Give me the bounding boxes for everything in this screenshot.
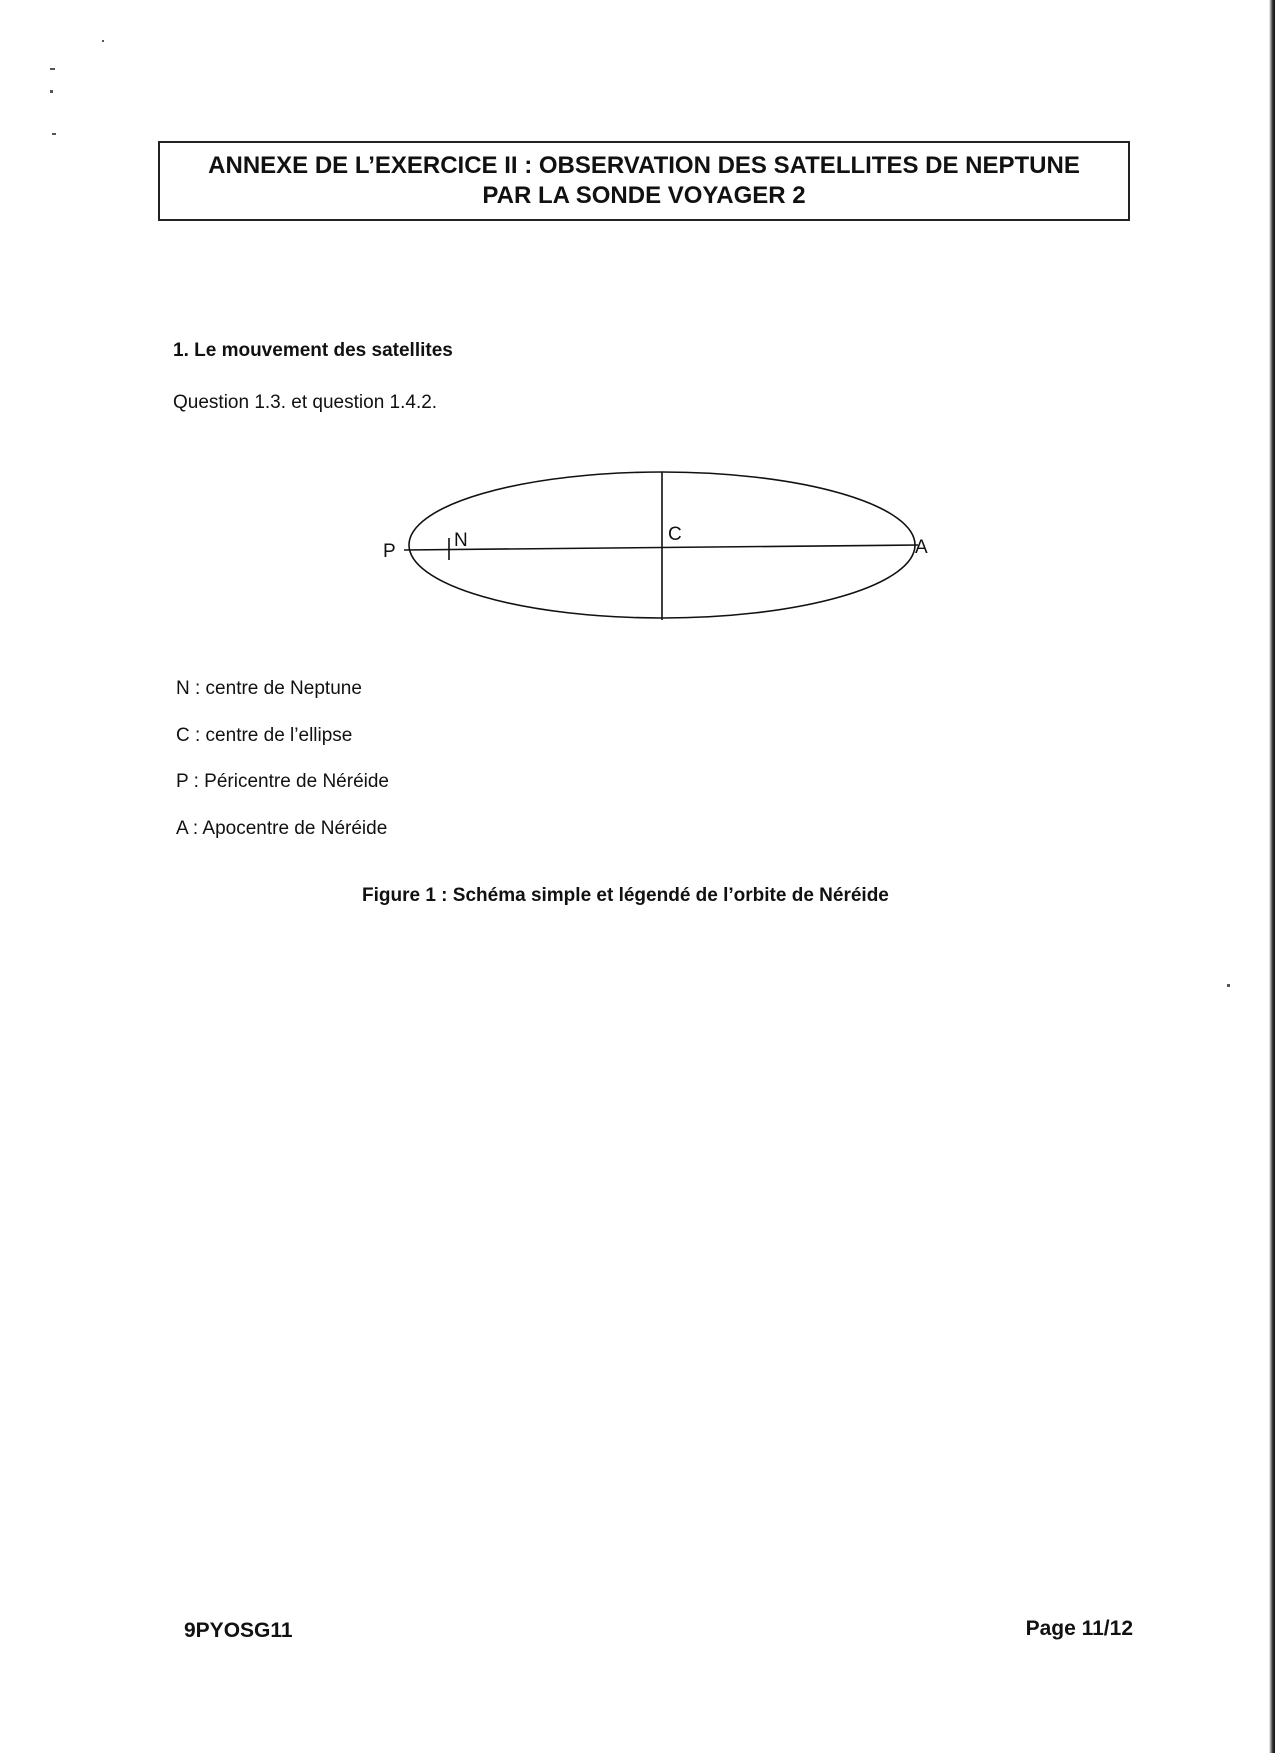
scan-speck <box>50 68 55 70</box>
section-heading: 1. Le mouvement des satellites <box>173 340 453 361</box>
orbit-diagram <box>370 460 950 640</box>
scan-speck <box>50 90 53 93</box>
label-a: A <box>915 537 928 558</box>
annex-title-line-2: PAR LA SONDE VOYAGER 2 <box>482 182 806 209</box>
scan-speck <box>1227 984 1230 987</box>
scan-speck <box>102 40 104 42</box>
figure-caption: Figure 1 : Schéma simple et légendé de l’orbite de Néréide <box>362 885 889 906</box>
legend-item-c: C : centre de l’ellipse <box>176 725 353 746</box>
annex-title-box <box>158 141 1130 221</box>
label-c: C <box>668 524 682 545</box>
page-number: Page 11/12 <box>1025 1617 1133 1640</box>
major-axis <box>404 545 918 550</box>
legend-item-a: A : Apocentre de Néréide <box>176 818 388 839</box>
legend-item-p: P : Péricentre de Néréide <box>176 771 389 792</box>
document-code: 9PYOSG11 <box>184 1619 293 1642</box>
label-p: P <box>383 541 396 562</box>
question-reference: Question 1.3. et question 1.4.2. <box>173 392 438 413</box>
label-n: N <box>454 530 468 551</box>
scan-edge <box>1269 0 1275 1753</box>
annex-title-line-1: ANNEXE DE L’EXERCICE II : OBSERVATION DES SATELLITES DE NEPTUNE <box>208 152 1080 179</box>
scan-speck <box>52 133 56 135</box>
legend-item-n: N : centre de Neptune <box>176 678 362 699</box>
